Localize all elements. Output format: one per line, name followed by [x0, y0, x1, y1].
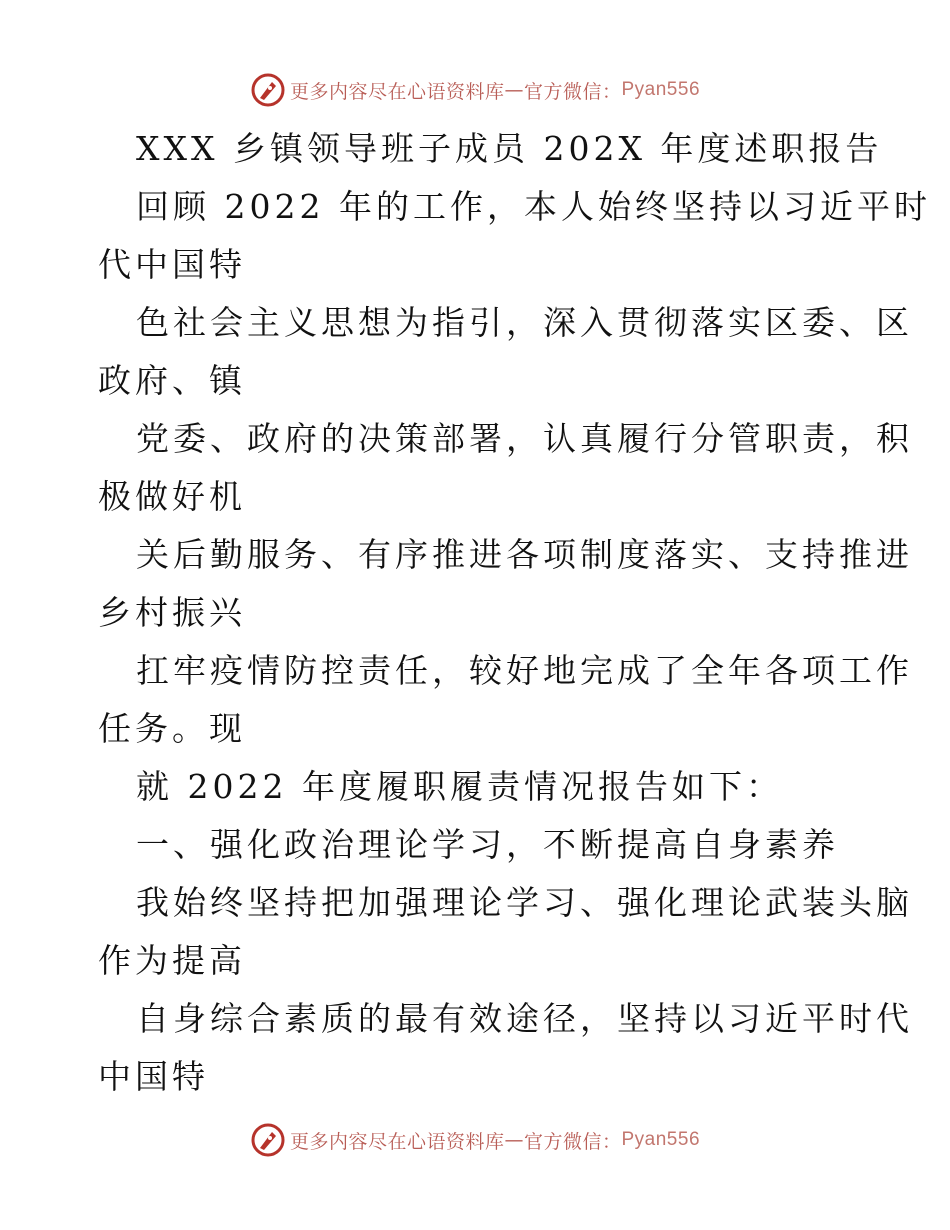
paragraph-line: 自身综合素质的最有效途径，坚持以习近平时代	[136, 999, 913, 1038]
paragraph-line: 中国特	[98, 1057, 209, 1096]
paragraph-line: 扛牢疫情防控责任，较好地完成了全年各项工作	[136, 651, 913, 690]
paragraph-line: 政府、镇	[98, 361, 246, 400]
section-heading: 一、强化政治理论学习，不断提高自身素养	[136, 825, 839, 864]
header-banner	[0, 70, 950, 110]
banner-wechat-id: Pyan556	[621, 1129, 701, 1150]
paragraph-line: 我始终坚持把加强理论学习、强化理论武装头脑	[136, 883, 913, 922]
paragraph-line: 就 2022 年度履职履责情况报告如下：	[136, 767, 783, 806]
paragraph-line: 回顾 2022 年的工作，本人始终坚持以习近平时	[136, 187, 931, 226]
doc-title: XXX 乡镇领导班子成员 202X 年度述职报告	[136, 129, 883, 168]
paragraph-line: 关后勤服务、有序推进各项制度落实、支持推进	[136, 535, 913, 574]
banner-text: 更多内容尽在心语资料库	[289, 1130, 505, 1153]
pen-nib-logo-icon	[250, 72, 286, 108]
banner-wechat-id: Pyan556	[621, 79, 701, 100]
paragraph-line: 党委、政府的决策部署，认真履行分管职责，积	[136, 419, 913, 458]
banner-text: 更多内容尽在心语资料库	[289, 80, 505, 103]
banner-dash: —	[504, 79, 524, 101]
paragraph-line: 乡村振兴	[98, 593, 246, 632]
paragraph-line: 任务。现	[98, 709, 246, 748]
paragraph-line: 极做好机	[98, 477, 246, 516]
document-body	[98, 120, 931, 1106]
pen-nib-logo-icon	[250, 1122, 286, 1158]
banner-wechat-label: 官方微信：	[523, 80, 622, 103]
paragraph-line: 作为提高	[98, 941, 246, 980]
footer-banner	[0, 1120, 950, 1160]
banner-dash: —	[504, 1129, 524, 1151]
paragraph-line: 代中国特	[98, 245, 246, 284]
paragraph-line: 色社会主义思想为指引，深入贯彻落实区委、区	[136, 303, 913, 342]
banner-wechat-label: 官方微信：	[523, 1130, 622, 1153]
